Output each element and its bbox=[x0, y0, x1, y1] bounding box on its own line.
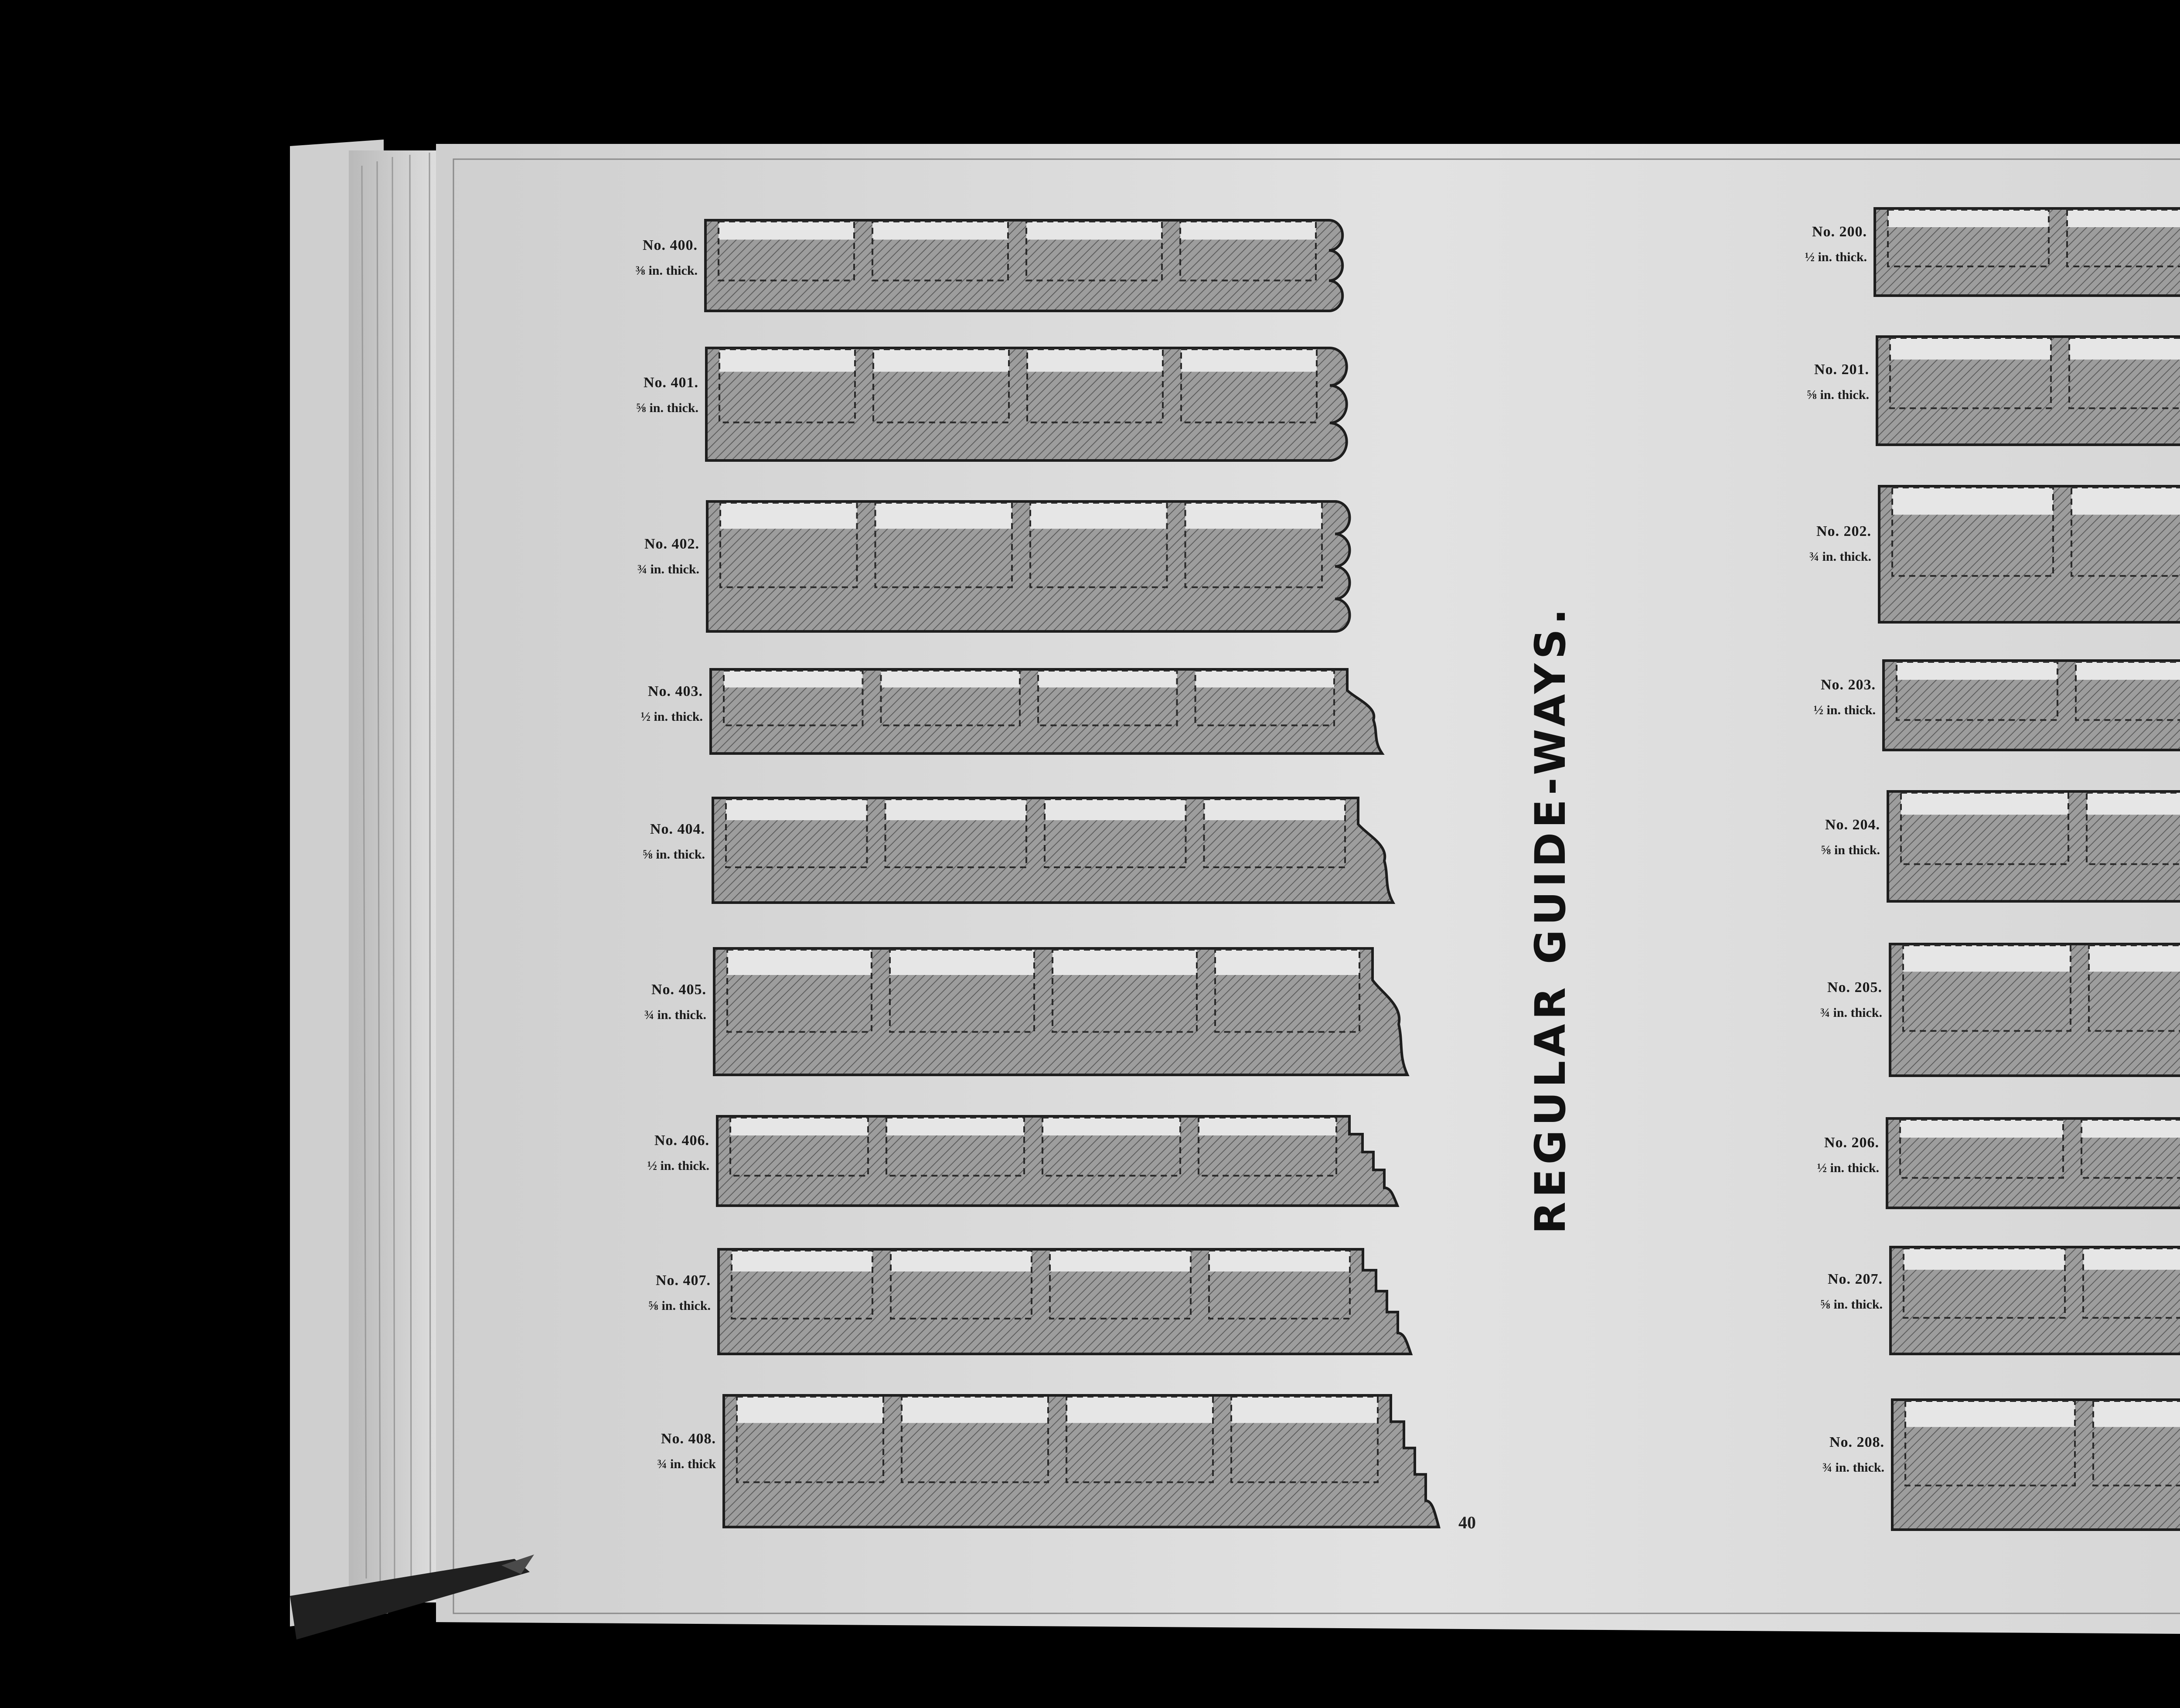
left-profile-5-groove-0 bbox=[727, 950, 872, 975]
left-profile-6 bbox=[717, 1116, 1397, 1206]
right-profile-7 bbox=[1890, 1247, 2180, 1354]
left-profile-0-groove-0 bbox=[719, 222, 854, 240]
left-profile-8-groove-0 bbox=[737, 1397, 883, 1423]
left-profile-1-groove-0 bbox=[719, 349, 855, 372]
left-profile-6-groove-2 bbox=[1042, 1118, 1180, 1135]
left-profile-2-groove-1 bbox=[875, 503, 1012, 529]
left-profile-4 bbox=[713, 798, 1393, 903]
right-profile-3 bbox=[1884, 661, 2180, 750]
right-profile-7-thickness: ⅝ in. thick. bbox=[1820, 1297, 1883, 1312]
left-profile-4-groove-1 bbox=[886, 799, 1027, 820]
left-profile-4-thickness: ⅝ in. thick. bbox=[643, 847, 705, 862]
right-profile-8-groove-0 bbox=[1905, 1401, 2075, 1427]
left-profile-2-groove-2 bbox=[1030, 503, 1167, 529]
left-profile-0-thickness: ⅜ in. thick. bbox=[635, 263, 698, 278]
right-profile-6-groove-1 bbox=[2081, 1120, 2180, 1138]
left-profile-3-groove-0 bbox=[724, 671, 863, 688]
right-profile-3-number: No. 203. bbox=[1820, 677, 1876, 693]
left-profile-4-groove-2 bbox=[1045, 799, 1186, 820]
left-profile-2-thickness: ¾ in. thick. bbox=[637, 562, 699, 577]
left-profile-6-groove-1 bbox=[886, 1118, 1024, 1135]
left-profile-3-number: No. 403. bbox=[647, 683, 703, 699]
left-profile-7-groove-2 bbox=[1050, 1251, 1191, 1272]
left-profile-7-groove-3 bbox=[1209, 1251, 1350, 1272]
right-profile-3-groove-1 bbox=[2076, 662, 2180, 680]
right-profile-8 bbox=[1892, 1400, 2180, 1530]
left-profile-1-groove-2 bbox=[1027, 349, 1163, 372]
right-profile-2 bbox=[1879, 486, 2180, 622]
left-profile-7-number: No. 407. bbox=[655, 1272, 711, 1289]
left-profile-3 bbox=[711, 669, 1382, 753]
left-profile-4-groove-0 bbox=[726, 799, 867, 820]
left-profile-2 bbox=[707, 501, 1350, 631]
page-number: 40 bbox=[1458, 1513, 1476, 1532]
left-profile-5-number: No. 405. bbox=[651, 981, 706, 998]
left-profile-4-number: No. 404. bbox=[650, 821, 705, 837]
right-profile-7-number: No. 207. bbox=[1827, 1271, 1883, 1288]
left-profile-0 bbox=[705, 220, 1342, 311]
left-profile-7-groove-1 bbox=[891, 1251, 1032, 1272]
left-profile-8-number: No. 408. bbox=[661, 1430, 716, 1447]
right-profile-1-thickness: ⅝ in. thick. bbox=[1807, 387, 1869, 402]
left-profile-3-groove-3 bbox=[1196, 671, 1335, 688]
left-profile-8-groove-1 bbox=[902, 1397, 1048, 1423]
left-profile-5 bbox=[714, 948, 1407, 1075]
right-profile-4-thickness: ⅝ in thick. bbox=[1821, 843, 1880, 858]
right-profile-3-groove-0 bbox=[1897, 662, 2057, 680]
left-profile-0-groove-2 bbox=[1026, 222, 1162, 240]
left-profile-6-groove-3 bbox=[1199, 1118, 1336, 1135]
right-profile-6-thickness: ½ in. thick. bbox=[1817, 1161, 1879, 1176]
left-profile-0-number: No. 400. bbox=[642, 237, 698, 253]
left-profile-1-number: No. 401. bbox=[643, 375, 698, 391]
right-profile-5-number: No. 205. bbox=[1827, 979, 1882, 995]
right-profile-2-groove-0 bbox=[1892, 488, 2053, 515]
right-profile-8-number: No. 208. bbox=[1829, 1434, 1884, 1451]
right-profile-6 bbox=[1887, 1118, 2180, 1208]
right-profile-5-thickness: ¾ in. thick. bbox=[1820, 1005, 1882, 1020]
left-profile-2-number: No. 402. bbox=[644, 536, 699, 552]
left-profile-1-groove-3 bbox=[1181, 349, 1317, 372]
left-profile-8-groove-3 bbox=[1231, 1397, 1378, 1423]
right-profile-4-groove-0 bbox=[1901, 793, 2068, 815]
right-profile-4-number: No. 204. bbox=[1825, 817, 1880, 833]
left-profile-0-groove-3 bbox=[1180, 222, 1316, 240]
right-profile-4-groove-1 bbox=[2087, 793, 2180, 815]
right-profile-0-groove-1 bbox=[2067, 210, 2180, 227]
left-profile-2-groove-3 bbox=[1185, 503, 1322, 529]
left-profile-6-thickness: ½ in. thick. bbox=[647, 1159, 709, 1173]
right-profile-5-groove-0 bbox=[1903, 945, 2071, 972]
left-profile-8-groove-2 bbox=[1066, 1397, 1213, 1423]
left-profile-3-thickness: ½ in. thick. bbox=[640, 709, 703, 724]
left-profile-6-groove-0 bbox=[730, 1118, 868, 1135]
left-profile-3-groove-2 bbox=[1038, 671, 1177, 688]
left-profile-5-groove-3 bbox=[1215, 950, 1359, 975]
right-profile-7-groove-0 bbox=[1904, 1248, 2065, 1270]
right-profile-0-number: No. 200. bbox=[1812, 224, 1867, 240]
left-profile-0-groove-1 bbox=[872, 222, 1008, 240]
right-profile-2-thickness: ¾ in. thick. bbox=[1809, 549, 1871, 564]
left-profile-1-groove-1 bbox=[873, 349, 1009, 372]
left-profile-1-thickness: ⅝ in. thick. bbox=[636, 401, 698, 416]
left-profile-1 bbox=[706, 348, 1347, 460]
right-profile-5-groove-1 bbox=[2089, 945, 2180, 972]
left-profile-7-thickness: ⅝ in. thick. bbox=[648, 1299, 711, 1313]
right-profile-8-groove-1 bbox=[2093, 1401, 2180, 1427]
left-profile-5-groove-1 bbox=[890, 950, 1034, 975]
right-profile-7-groove-1 bbox=[2083, 1248, 2180, 1270]
right-profile-1 bbox=[1877, 337, 2180, 445]
left-profile-3-groove-1 bbox=[881, 671, 1020, 688]
right-profile-3-thickness: ½ in. thick. bbox=[1813, 703, 1876, 718]
right-profile-1-number: No. 201. bbox=[1814, 361, 1869, 378]
page-title: REGULAR GUIDE-WAYS. bbox=[1526, 604, 1575, 1234]
right-profile-6-groove-0 bbox=[1900, 1120, 2063, 1138]
right-profile-4 bbox=[1888, 791, 2180, 901]
left-profile-5-groove-2 bbox=[1053, 950, 1197, 975]
right-profile-5 bbox=[1890, 944, 2180, 1076]
left-profile-6-number: No. 406. bbox=[654, 1132, 709, 1149]
left-profile-8 bbox=[724, 1395, 1439, 1527]
left-profile-7 bbox=[719, 1249, 1411, 1354]
right-profile-0-groove-0 bbox=[1888, 210, 2049, 227]
left-profile-2-groove-0 bbox=[720, 503, 857, 529]
right-profile-0 bbox=[1875, 208, 2180, 296]
right-profile-8-thickness: ¾ in. thick. bbox=[1822, 1460, 1884, 1475]
right-profile-1-groove-1 bbox=[2069, 338, 2180, 360]
left-profile-5-thickness: ¾ in. thick. bbox=[644, 1007, 706, 1022]
right-profile-2-number: No. 202. bbox=[1816, 523, 1871, 540]
left-profile-4-groove-3 bbox=[1204, 799, 1345, 820]
left-profile-7-groove-0 bbox=[732, 1251, 872, 1272]
right-profile-6-number: No. 206. bbox=[1824, 1135, 1879, 1151]
right-profile-1-groove-0 bbox=[1890, 338, 2051, 360]
right-profile-0-thickness: ½ in. thick. bbox=[1805, 250, 1867, 264]
left-profile-8-thickness: ¾ in. thick bbox=[657, 1456, 716, 1471]
right-profile-2-groove-1 bbox=[2071, 488, 2180, 515]
